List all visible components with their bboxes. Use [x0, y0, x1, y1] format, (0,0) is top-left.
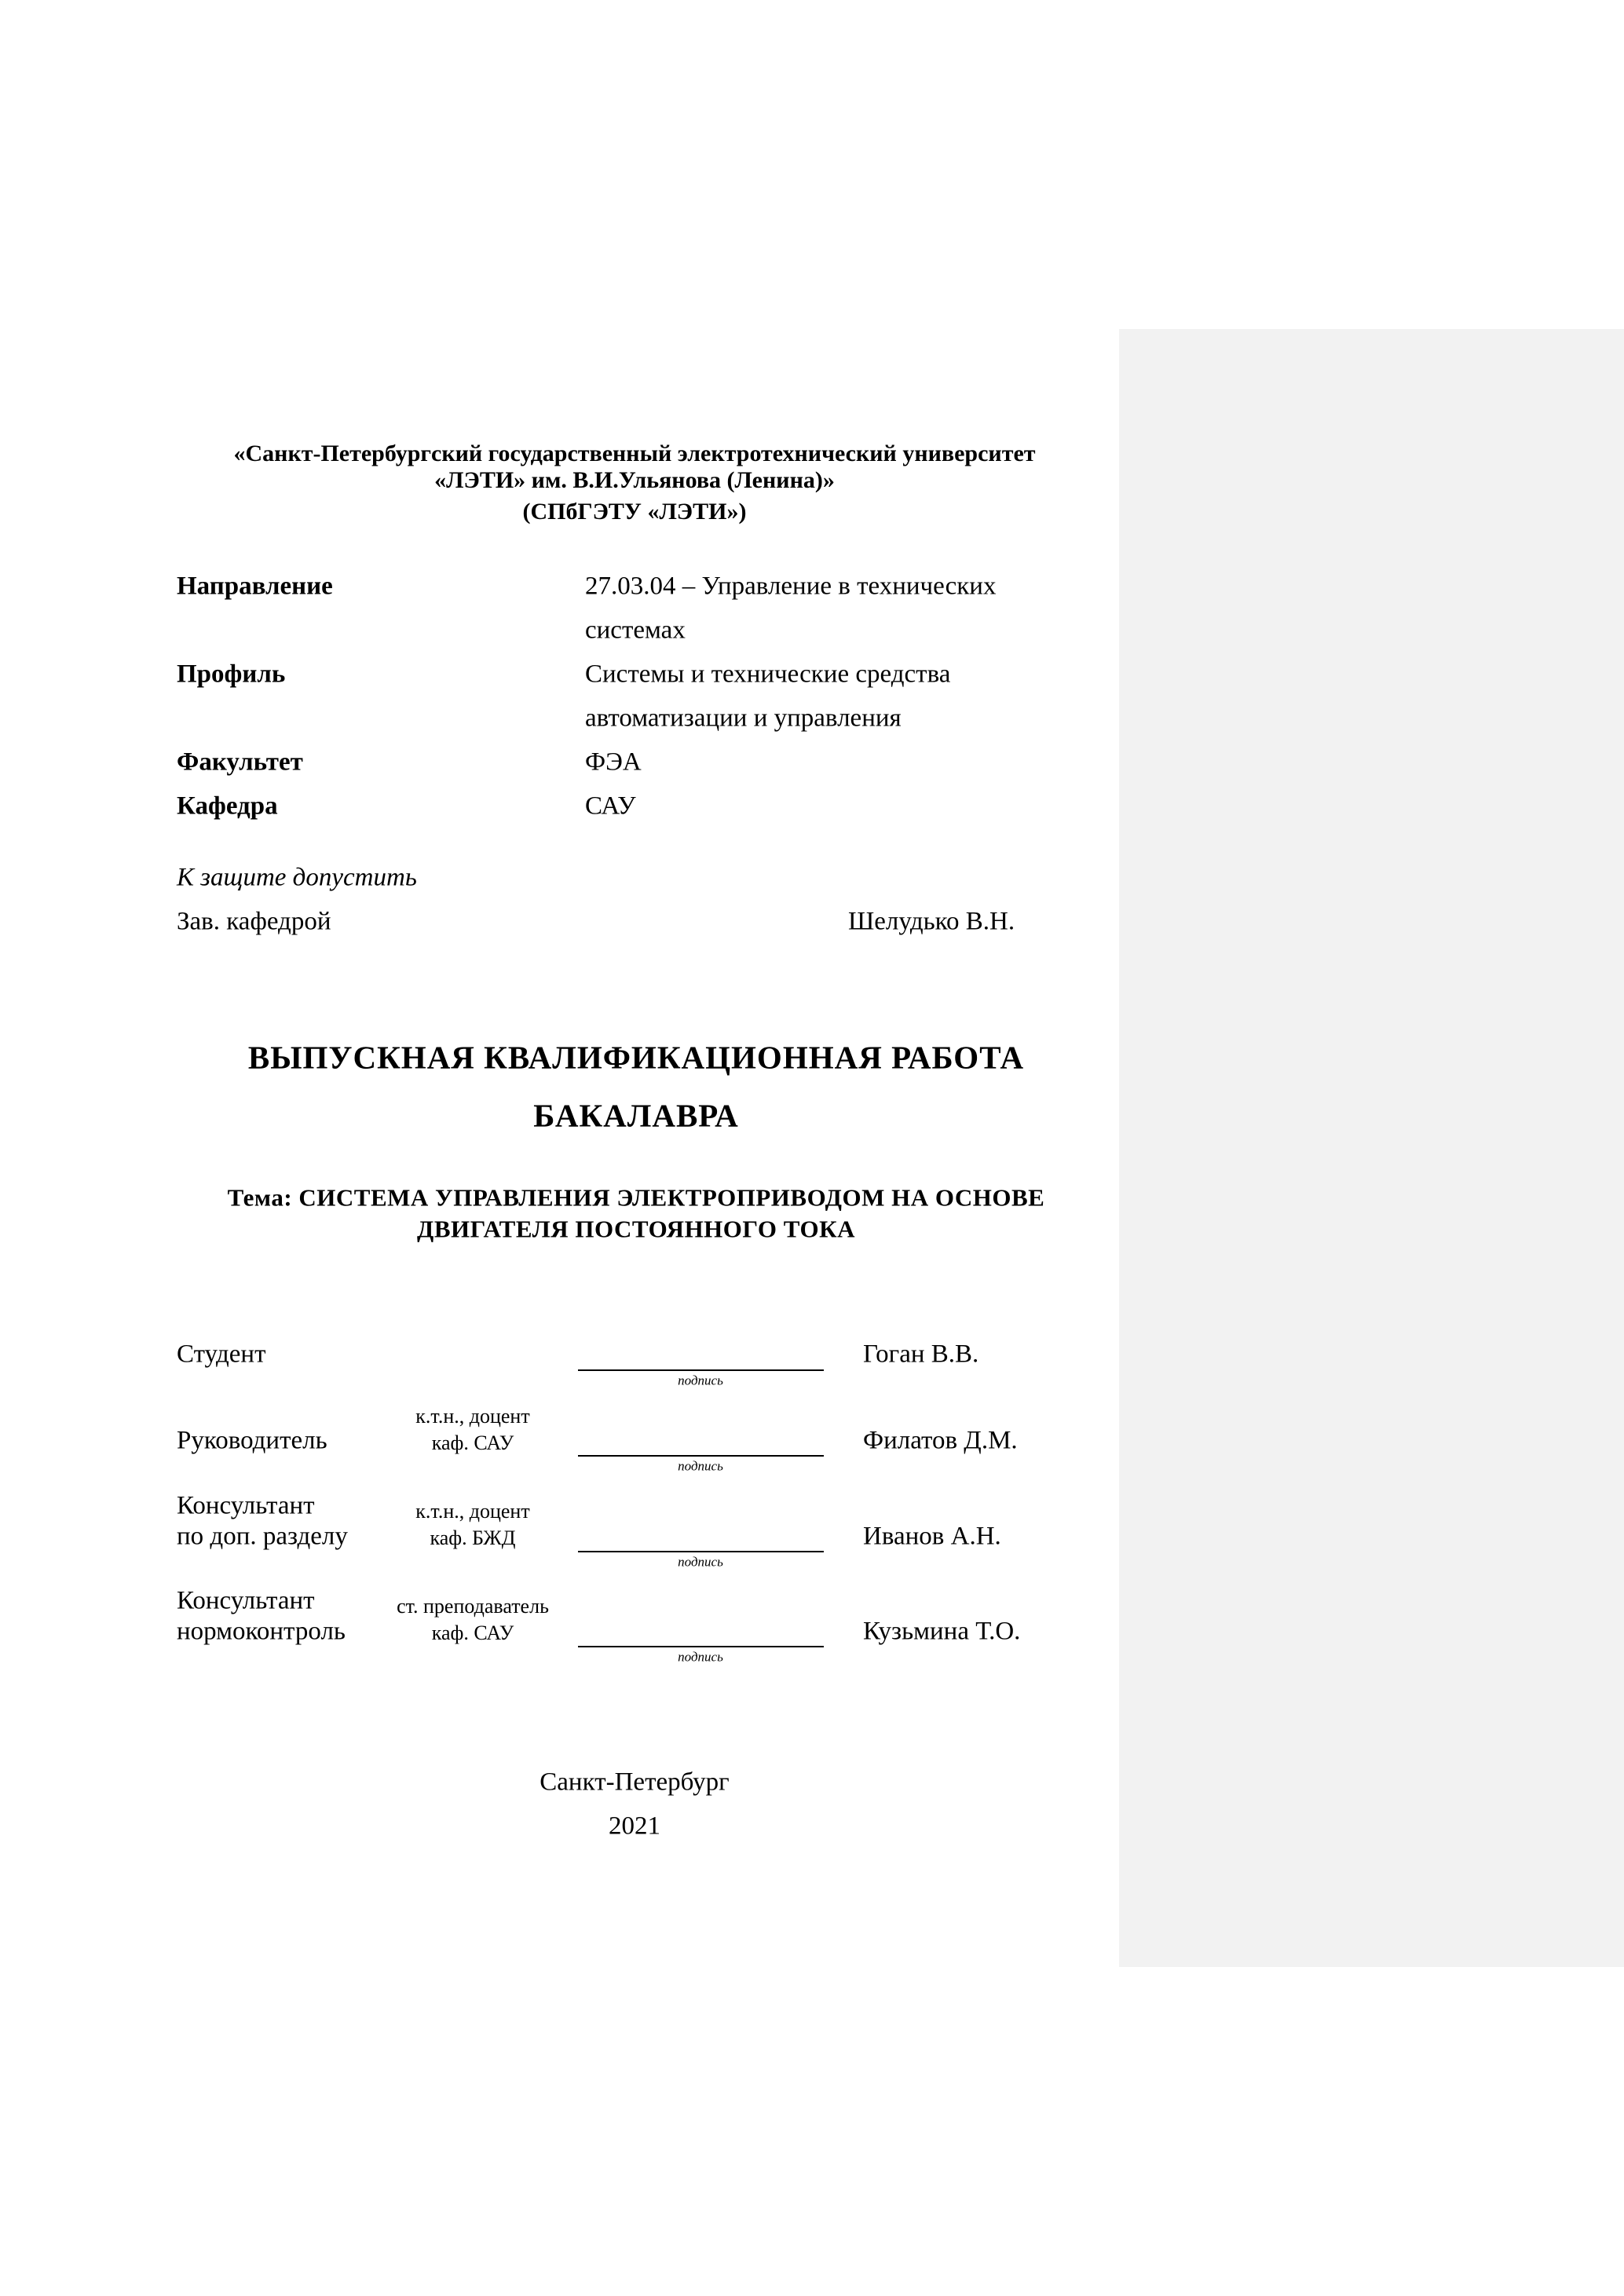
topic-line1: Тема: СИСТЕМА УПРАВЛЕНИЯ ЭЛЕКТРОПРИВОДОМ НА ОСНОВЕ	[227, 1183, 1045, 1212]
document-title-line1: ВЫПУСКНАЯ КВАЛИФИКАЦИОННАЯ РАБОТА	[247, 1039, 1025, 1076]
footer-year: 2021	[609, 1812, 660, 1841]
credential-line2: каф. БЖД	[430, 1526, 516, 1549]
faculty-value: ФЭА	[585, 748, 642, 777]
faculty-label: Факультет	[177, 748, 303, 777]
department-value: САУ	[585, 792, 636, 821]
credential-line1: к.т.н., доцент	[415, 1405, 530, 1428]
signature-role-consultant-line1: Консультант	[177, 1491, 315, 1520]
approval-role: Зав. кафедрой	[177, 907, 331, 936]
signature-line	[578, 1646, 824, 1647]
approval-note: К защите допустить	[177, 863, 417, 892]
university-name-line1: «Санкт-Петербургский государственный электротехнический университет	[233, 441, 1036, 466]
profile-value-line1: Системы и технические средства	[585, 660, 951, 689]
footer-city: Санкт-Петербург	[540, 1768, 730, 1797]
signature-role-supervisor: Руководитель	[177, 1426, 327, 1455]
direction-label: Направление	[177, 572, 333, 601]
credential-line2: каф. САУ	[431, 1431, 514, 1454]
signature-caption: подпись	[678, 1458, 723, 1474]
signatory-name: Гоган В.В.	[863, 1340, 979, 1369]
university-abbreviation: (СПбГЭТУ «ЛЭТИ»)	[522, 499, 747, 525]
signature-caption: подпись	[678, 1373, 723, 1388]
signature-line	[578, 1369, 824, 1371]
topic-line2: ДВИГАТЕЛЯ ПОСТОЯННОГО ТОКА	[417, 1215, 855, 1243]
direction-value-line2: системах	[585, 616, 686, 645]
signature-caption: подпись	[678, 1554, 723, 1570]
signatory-name: Филатов Д.М.	[863, 1426, 1018, 1455]
signature-line	[578, 1551, 824, 1552]
direction-value-line1: 27.03.04 – Управление в технических	[585, 572, 997, 601]
credential-line2: каф. САУ	[431, 1621, 514, 1644]
signature-role-consultant-line2: по доп. разделу	[177, 1522, 348, 1551]
approval-name: Шелудько В.Н.	[848, 907, 1015, 936]
signature-caption: подпись	[678, 1649, 723, 1665]
comment-margin-panel	[1119, 329, 1624, 1967]
credential-line1: ст. преподаватель	[397, 1595, 549, 1618]
signatory-name: Кузьмина Т.О.	[863, 1617, 1021, 1646]
signature-line	[578, 1455, 824, 1457]
document-title-line2: БАКАЛАВРА	[533, 1097, 739, 1134]
department-label: Кафедра	[177, 792, 278, 821]
signature-role-normcontrol-line2: нормоконтроль	[177, 1617, 346, 1646]
signature-role-student: Студент	[177, 1340, 266, 1369]
profile-value-line2: автоматизации и управления	[585, 704, 902, 733]
signatory-name: Иванов А.Н.	[863, 1522, 1001, 1551]
profile-label: Профиль	[177, 660, 286, 689]
university-name-line2: «ЛЭТИ» им. В.И.Ульянова (Ленина)»	[434, 467, 835, 493]
credential-line1: к.т.н., доцент	[415, 1500, 530, 1523]
signature-role-normcontrol-line1: Консультант	[177, 1586, 315, 1615]
